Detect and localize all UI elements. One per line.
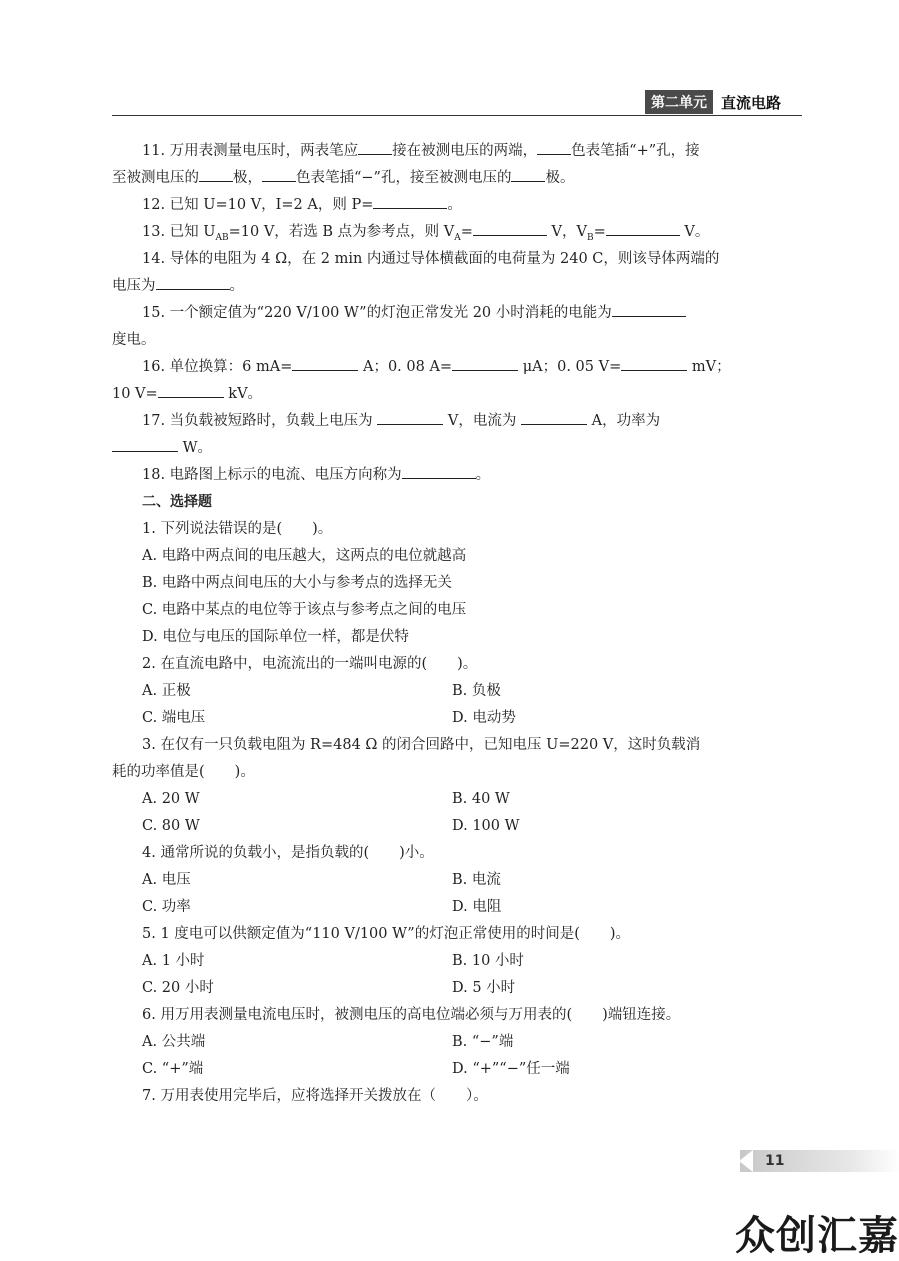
question-17: 17. 当负载被短路时，负载上电压为 V，电流为 A，功率为 (112, 408, 802, 435)
unit-label: 第二单元 (645, 90, 713, 114)
option[interactable]: B. 电路中两点间电压的大小与参考点的选择无关 (142, 575, 452, 591)
choice-question-6: 6. 用万用表测量电流电压时，被测电压的高电位端必须与万用表的( )端钮连接。 (142, 1007, 681, 1023)
answer-blank[interactable] (156, 275, 230, 290)
answer-blank[interactable] (402, 464, 476, 479)
unit-header (645, 90, 781, 114)
option-row (112, 894, 802, 921)
option[interactable]: A. 电压 (142, 872, 191, 888)
option[interactable]: B. 负极 (452, 683, 501, 699)
option[interactable]: D. 电位与电压的国际单位一样，都是伏特 (142, 629, 409, 645)
choice-question-3-cont: 耗的功率值是( )。 (112, 764, 255, 780)
option[interactable]: D. 电动势 (452, 710, 516, 726)
choice-question-7: 7. 万用表使用完毕后，应将选择开关拨放在（ ）。 (142, 1088, 488, 1104)
answer-blank[interactable] (612, 302, 686, 317)
question-11-cont: 至被测电压的 极， 色表笔插“−”孔，接至被测电压的 极。 (112, 165, 802, 192)
question-14-cont: 电压为 。 (112, 273, 802, 300)
answer-blank[interactable] (473, 221, 547, 236)
question-14: 14. 导体的电阻为 4 Ω，在 2 min 内通过导体横截面的电荷量为 240 C，则该导体两端的 (142, 251, 720, 267)
option[interactable]: C. 端电压 (142, 710, 206, 726)
answer-blank[interactable] (199, 167, 233, 182)
question-15-cont: 度电。 (112, 332, 156, 348)
unit-title: 直流电路 (721, 93, 782, 112)
option[interactable]: A. 正极 (142, 683, 191, 699)
choice-question-5: 5. 1 度电可以供额定值为“110 V/100 W”的灯泡正常使用的时间是( )。 (142, 926, 631, 942)
option-row (112, 813, 802, 840)
tab-notch (739, 1150, 753, 1172)
choice-question-2: 2. 在直流电路中，电流流出的一端叫电源的( )。 (142, 656, 478, 672)
option-row (112, 705, 802, 732)
option-row (112, 786, 802, 813)
question-15: 15. 一个额定值为“220 V/100 W”的灯泡正常发光 20 小时消耗的电能为 (112, 300, 802, 327)
option[interactable]: A. 20 W (142, 791, 200, 807)
option[interactable]: C. “+”端 (142, 1061, 204, 1077)
answer-blank[interactable] (511, 167, 545, 182)
option-row (112, 975, 802, 1002)
choice-question-1: 1. 下列说法错误的是( )。 (142, 521, 333, 537)
answer-blank[interactable] (112, 437, 178, 452)
answer-blank[interactable] (158, 383, 224, 398)
option-row (112, 1029, 802, 1056)
answer-blank[interactable] (377, 410, 443, 425)
option[interactable]: B. 40 W (452, 791, 510, 807)
answer-blank[interactable] (262, 167, 296, 182)
option[interactable]: D. 100 W (452, 818, 520, 834)
page-number-tab (740, 1150, 899, 1172)
option[interactable]: B. 10 小时 (452, 953, 524, 969)
option[interactable]: A. 1 小时 (142, 953, 205, 969)
question-18: 18. 电路图上标示的电流、电压方向称为 。 (112, 462, 802, 489)
question-11: 11. 万用表测量电压时，两表笔应 接在被测电压的两端， 色表笔插“+”孔，接 (112, 138, 802, 165)
answer-blank[interactable] (606, 221, 680, 236)
question-17-cont: W。 (112, 435, 802, 462)
option[interactable]: B. “−”端 (452, 1034, 514, 1050)
option[interactable]: A. 电路中两点间的电压越大，这两点的电位就越高 (142, 548, 467, 564)
option[interactable]: D. 5 小时 (452, 980, 516, 996)
header-divider (112, 115, 802, 116)
answer-blank[interactable] (537, 140, 571, 155)
page-number: 11 (765, 1153, 785, 1169)
option[interactable]: D. “+”“−”任一端 (452, 1061, 570, 1077)
option[interactable]: D. 电阻 (452, 899, 502, 915)
answer-blank[interactable] (452, 356, 518, 371)
question-13: 13. 已知 $U_{AB}=10$ V，若选 B 点为参考点，则 $V_A= V$，$V_B= V$。 (112, 219, 802, 246)
answer-blank[interactable] (358, 140, 392, 155)
question-16: 16. 单位换算：6 mA= A；0. 08 A= μA；0. 05 V= mV； (112, 354, 802, 381)
option-row (112, 948, 802, 975)
answer-blank[interactable] (621, 356, 687, 371)
answer-blank[interactable] (292, 356, 358, 371)
option-row (112, 867, 802, 894)
option[interactable]: C. 功率 (142, 899, 191, 915)
option[interactable]: B. 电流 (452, 872, 501, 888)
question-12: 12. 已知 U=10 V，I=2 A，则 P= 。 (112, 192, 802, 219)
option-row (112, 1056, 802, 1083)
question-16-cont: 10 V= kV。 (112, 381, 802, 408)
choice-question-3: 3. 在仅有一只负载电阻为 R=484 Ω 的闭合回路中，已知电压 U=220 V，这时负载消 (142, 737, 701, 753)
option[interactable]: C. 20 小时 (142, 980, 214, 996)
section-heading: 二、选择题 (142, 494, 212, 510)
option[interactable]: C. 80 W (142, 818, 200, 834)
page-content (112, 138, 802, 1110)
option-row (112, 678, 802, 705)
option[interactable]: A. 公共端 (142, 1034, 206, 1050)
choice-question-4: 4. 通常所说的负载小，是指负载的( )小。 (142, 845, 434, 861)
answer-blank[interactable] (373, 194, 447, 209)
answer-blank[interactable] (521, 410, 587, 425)
watermark-logo: 众创汇嘉 (735, 1213, 899, 1259)
option[interactable]: C. 电路中某点的电位等于该点与参考点之间的电压 (142, 602, 467, 618)
